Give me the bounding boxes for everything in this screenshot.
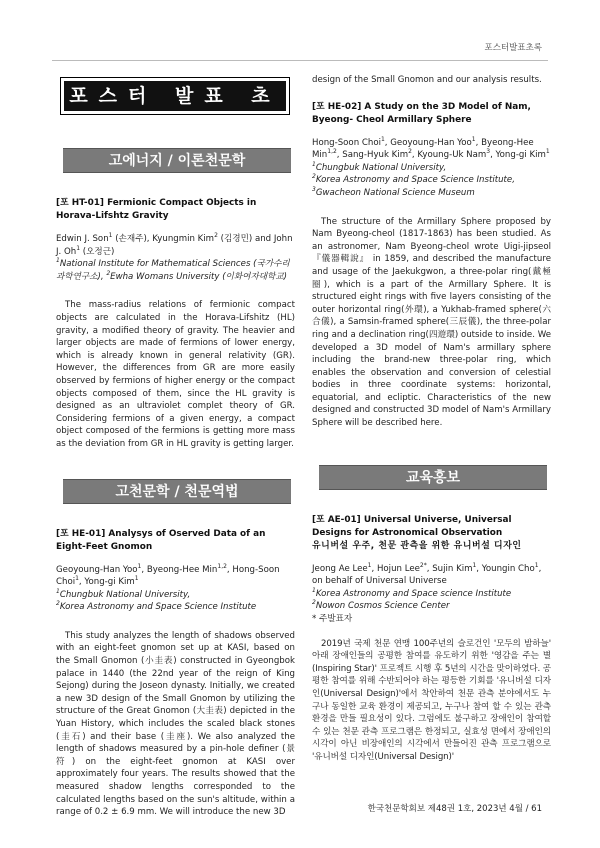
- abstract-body: This study analyzes the length of shadows observed with an eight-feet gnomon set up at KASI, based on the Small Gnomon (小圭表) constructed in Gyeongbok palace in 1440 (the 22nd year of the reign of King Sejong) during the Joseon dynasty. Initially, we created a new 3D design of the Small Gnomon by utilizing the structure of the Great Gnomon (大圭表) depicted in the Yuan History, which includes the scaled black stones (圭石) and their base (圭座). We also analyzed the length of shadows measured by a pin-hole definer (景符) on the eight-feet gnomon at KASI over approximately four years. The results showed that the measured shadow lengths corresponded to the calculated lengths based on the sun's altitude, within a range of 0.2 ± 6.9 mm. We will introduce the new 3D: [56, 630, 295, 818]
- abstract-body: 2019년 국제 천문 연맹 100주년의 슬로건인 '모두의 밤하늘' 아래 장애인들의 공평한 참여를 유도하기 위한 '영감을 주는 별(Inspiring Star)' 프로젝트 시행 후 5년의 시간을 맞이하였다. 공평한 참여를 위해 수반되어야 하는 평등한 기회를 '유니버설 디자인(Universal Design)'에서 착안하여 천문 관측 분야에서도 누구나 동일한 교육 환경이 제공되고, 누구나 참여 할 수 있는 관측 환경을 만들 필요성이 있다. 그럼에도 불구하고 장애인이 참여할 수 있는 천문 관측 프로그램은 한정되고, 실효성 면에서 장애인의 시각이 아닌 비장애인의 시각에서 만들어진 관측 프로그램으로 '유니버설 디자인(Universal Design)': [312, 638, 551, 762]
- abstract-body: The mass-radius relations of fermionic compact objects are calculated in the Horava-Lifshitz (HL) gravity, a modified theory of gravity. The heavier and larger objects are made of fermions of lower energy, which is already known in general relativity (GR). However, the differences from GR are more easily observed by fermions of higher energy or the compact objects composed of them, since the HL gravity is designed as an ultraviolet complet theory of GR. Considering fermions of a given energy, a compact object composed of the fermions is getting more mass as the deviation from GR in HL gravity is getting larger.: [56, 300, 295, 449]
- abstract-title-korean: 유니버설 우주, 천문 관측을 위한 유니버설 디자인: [312, 540, 522, 551]
- abstract-title: [포 HT-01] Fermionic Compact Objects in Horava-Lifshtz Gravity: [56, 198, 257, 221]
- page-footer: 한국천문학회보 제48권 1호, 2023년 4월 / 61: [367, 804, 542, 814]
- poster-title: 포스터 발표 초록: [64, 81, 286, 111]
- abstract-body-continued: design of the Small Gnomon and our analysis results.: [312, 75, 542, 85]
- running-head: 포스터발표초록: [484, 43, 542, 53]
- abstract-body: The structure of the Armillary Sphere proposed by Nam Byeong-cheol (1817-1863) has been studied. As an astronomer, Nam Byeong-cheol wrote Uigi-jipseol 『儀器輯說』 in 1859, and described the manufacture and usage of the Jaekukgwon, a three-polar ring(戴極圈), which is a part of the Armillary Sphere. It is structured eight rings with five layers consisting of the outer horizontal ring(外環), a Yukhab-framed sphere(六合儀), a Samsin-framed sphere(三辰儀), the three-polar ring and a declination ring(四遊環) outside to inside. We developed a 3D model of Nam's armillary sphere including the brand-new three-polar ring, which enables the observation and conversion of celestial bodies in three coordinate systems: horizontal, equatorial, and ecliptic. Characteristics of the new designed and constructed 3D model of Nam's Armillary Sphere will be described here.: [312, 216, 551, 429]
- abstract-title: [포 AE-01] Universal Universe, Universal Designs for Astronomical Observation: [312, 514, 512, 538]
- abstract-he02: [312, 101, 551, 430]
- poster-title-box: [60, 77, 290, 137]
- abstract-ae01: [312, 514, 551, 764]
- affiliations: $^1$National Institute for Mathematical Sciences (국가수리과학연구소), $^2$Ewha Womans University (이화여자대학교): [56, 257, 290, 282]
- section-header-historical-astronomy: 고천문학 / 천문역법: [63, 479, 291, 504]
- affiliations: $^1$Chungbuk National University, $^2$Korea Astronomy and Space Science Institute, $^3$Gwacheon National Science Museum: [312, 160, 515, 198]
- presenter-note: * 주발표자: [312, 614, 353, 625]
- abstract-title: [포 HE-01] Analysys of Oserved Data of an Eight-Feet Gnomon: [56, 528, 266, 552]
- header-rule: [52, 60, 548, 61]
- affiliations: $^1$Chungbuk National University, $^2$Korea Astronomy and Space Science Institute: [56, 587, 257, 613]
- author-list: Jeong Ae Lee$^1$, Hojun Lee$^{2*}$, Sujin Kim$^1$, Youngin Cho$^1$, on behalf of Universal Universe: [312, 561, 542, 587]
- section-header-high-energy: 고에너지 / 이론천문학: [63, 148, 291, 173]
- right-column: [312, 74, 551, 764]
- author-list: Hong-Soon Choi$^1$, Geoyoung-Han Yoo$^1$, Byeong-Hee Min$^{1,2}$, Sang-Hyuk Kim$^2$, Kyoung-Uk Nam$^3$, Yong-gi Kim$^1$: [312, 135, 550, 161]
- abstract-he01: [56, 528, 295, 819]
- abstract-title: [포 HE-02] A Study on the 3D Model of Nam, Byeong- Cheol Armillary Sphere: [312, 101, 531, 125]
- abstract-ht01: [56, 197, 295, 451]
- author-list: Geoyoung-Han Yoo$^1$, Byeong-Hee Min$^{1,2}$, Hong-Soon Choi$^1$, Yong-gi Kim$^1$: [56, 562, 280, 588]
- author-list: Edwin J. Son$^1$ (손재주), Kyungmin Kim$^2$ (김경민) and John J. Oh$^1$ (오정근): [56, 232, 293, 257]
- left-column: [56, 72, 295, 819]
- affiliations: $^1$Korea Astronomy and Space science Institute $^2$Nowon Cosmos Science Center: [312, 586, 512, 612]
- section-header-education: 교육홍보: [319, 465, 547, 490]
